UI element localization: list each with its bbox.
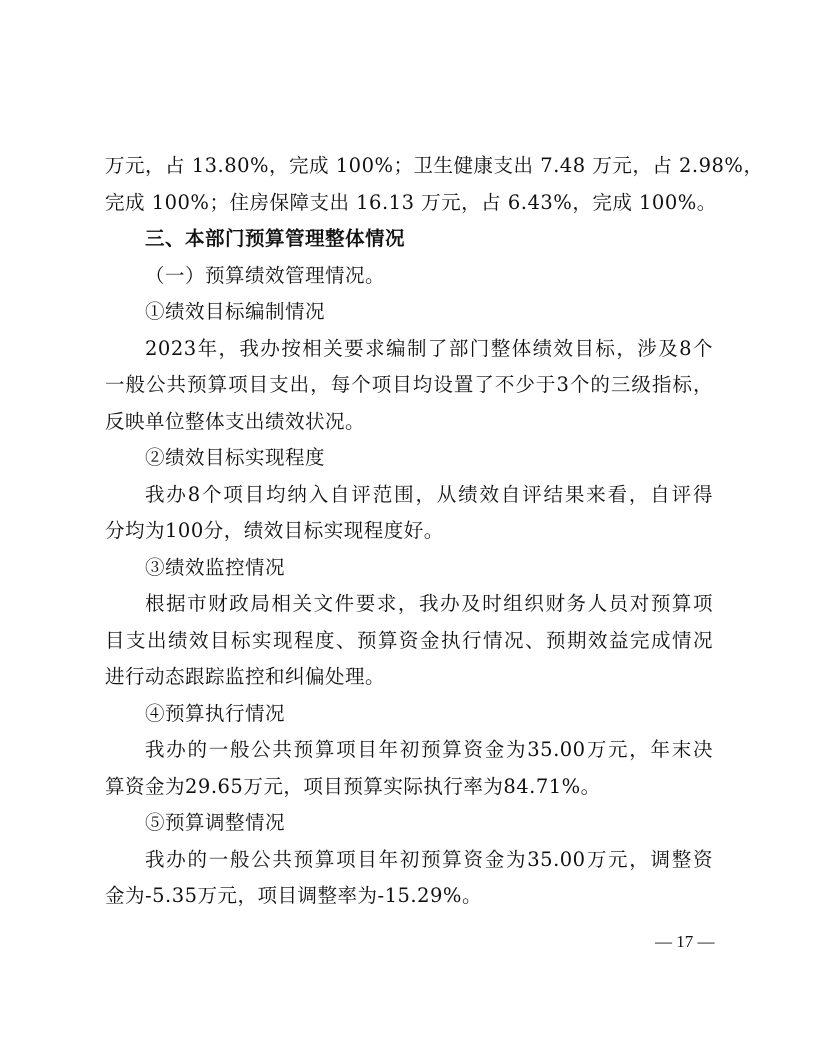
- item-heading: ①绩效目标编制情况: [145, 300, 326, 323]
- item-heading: ⑤预算调整情况: [145, 811, 286, 834]
- paragraph-line: 根据市财政局相关文件要求，我办及时组织财务人员对预算项: [145, 592, 713, 615]
- item-heading: ②绩效目标实现程度: [145, 446, 326, 469]
- paragraph-line: 分均为100分，绩效目标实现程度好。: [105, 519, 444, 542]
- paragraph-line: 我办的一般公共预算项目年初预算资金为35.00万元，年末决: [145, 738, 713, 761]
- paragraph-line: 完成 100%；住房保障支出 16.13 万元，占 6.43%，完成 100%。: [105, 190, 717, 214]
- paragraph-line: 金为-5.35万元，项目调整率为-15.29%。: [105, 884, 482, 907]
- paragraph-line: 算资金为29.65万元，项目预算实际执行率为84.71%。: [105, 774, 601, 798]
- paragraph-line: 万元，占 13.80%，完成 100%；卫生健康支出 7.48 万元，占 2.98%，: [105, 154, 764, 177]
- paragraph-line: 进行动态跟踪监控和纠偏处理。: [105, 665, 386, 688]
- paragraph-line: 目支出绩效目标实现程度、预算资金执行情况、预期效益完成情况: [105, 628, 713, 652]
- paragraph-line: 一般公共预算项目支出，每个项目均设置了不少于3个的三级指标，: [105, 373, 713, 396]
- subsection-heading: （一）预算绩效管理情况。: [145, 263, 386, 287]
- paragraph-line: 2023年，我办按相关要求编制了部门整体绩效目标，涉及8个: [145, 336, 713, 360]
- section-heading: 三、本部门预算管理整体情况: [145, 227, 406, 250]
- page-number: — 17 —: [655, 932, 715, 951]
- item-heading: ③绩效监控情况: [145, 555, 286, 579]
- paragraph-line: 我办的一般公共预算项目年初预算资金为35.00万元，调整资: [145, 847, 713, 871]
- item-heading: ④预算执行情况: [145, 701, 286, 725]
- paragraph-line: 我办8个项目均纳入自评范围，从绩效自评结果来看，自评得: [145, 482, 713, 506]
- paragraph-line: 反映单位整体支出绩效状况。: [105, 409, 366, 433]
- document-body: [105, 148, 764, 915]
